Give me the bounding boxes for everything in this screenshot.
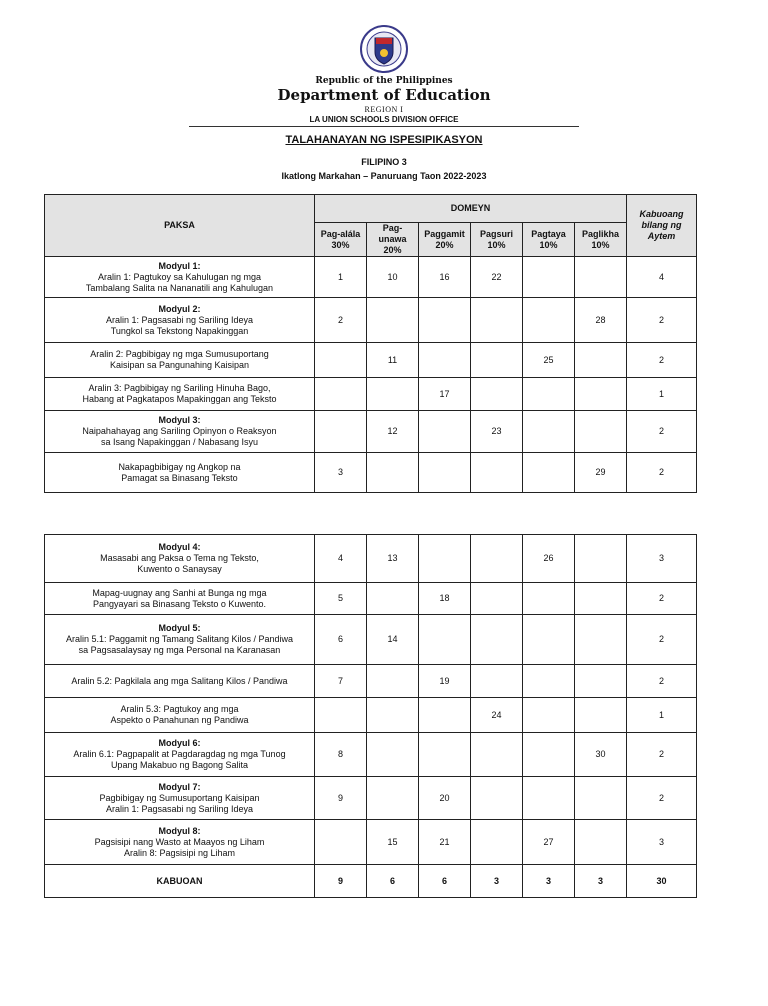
item-number-cell xyxy=(575,257,627,298)
item-number-cell xyxy=(367,298,419,343)
item-number-cell: 12 xyxy=(367,411,419,453)
lesson-line: Aralin 5.3: Pagtukoy ang mga xyxy=(120,704,239,714)
table-row xyxy=(45,583,697,615)
paksa-header: PAKSA xyxy=(45,195,315,257)
domain-percent: 10% xyxy=(591,239,610,250)
item-number-cell xyxy=(471,535,523,583)
domain-percent: 10% xyxy=(539,239,558,250)
module-label: Modyul 4: xyxy=(158,542,201,552)
paksa-cell xyxy=(45,411,315,453)
item-number-cell xyxy=(471,453,523,493)
total-header: Kabuoang bilang ng Aytem xyxy=(627,195,697,257)
item-number-cell xyxy=(419,411,471,453)
paksa-cell xyxy=(45,453,315,493)
row-total-cell: 3 xyxy=(627,535,697,583)
lesson-line: Naipahahayag ang Sariling Opinyon o Reaksyon xyxy=(82,426,277,436)
item-number-cell xyxy=(315,820,367,865)
item-number-cell: 11 xyxy=(367,343,419,378)
paksa-cell xyxy=(45,535,315,583)
lesson-line: Aralin 5.2: Pagkilala ang mga Salitang Kilos / Pandiwa xyxy=(71,675,288,686)
paksa-cell xyxy=(45,733,315,777)
item-number-cell xyxy=(367,733,419,777)
item-number-cell xyxy=(315,698,367,733)
header-divider xyxy=(189,126,579,127)
domain-percent: 20% xyxy=(435,239,454,250)
paksa-cell xyxy=(45,583,315,615)
paksa-cell xyxy=(45,615,315,665)
row-total-cell: 1 xyxy=(627,378,697,411)
table-row xyxy=(45,257,697,298)
document-title: TALAHANAYAN NG ISPESIPIKASYON xyxy=(285,134,483,146)
domain-name: Pagtaya xyxy=(531,228,566,239)
item-number-cell: 25 xyxy=(523,343,575,378)
lesson-line: Pangyayari sa Binasang Teksto o Kuwento. xyxy=(93,598,266,609)
table-row xyxy=(45,343,697,378)
lesson-line: Masasabi ang Paksa o Tema ng Teksto, xyxy=(100,553,259,563)
item-number-cell: 16 xyxy=(419,257,471,298)
item-number-cell: 4 xyxy=(315,535,367,583)
row-total-cell: 1 xyxy=(627,698,697,733)
item-number-cell xyxy=(471,583,523,615)
item-number-cell xyxy=(523,733,575,777)
item-number-cell xyxy=(315,343,367,378)
paksa-cell xyxy=(45,820,315,865)
domain-total-cell: 6 xyxy=(367,865,419,898)
item-number-cell xyxy=(315,411,367,453)
item-number-cell xyxy=(471,343,523,378)
item-number-cell: 27 xyxy=(523,820,575,865)
paksa-cell xyxy=(45,257,315,298)
module-label: Modyul 5: xyxy=(158,623,201,633)
item-number-cell: 10 xyxy=(367,257,419,298)
item-number-cell xyxy=(575,698,627,733)
lesson-line: Aralin 1: Pagtukoy sa Kahulugan ng mga xyxy=(97,271,262,282)
table-row xyxy=(45,453,697,493)
item-number-cell: 17 xyxy=(419,378,471,411)
item-number-cell xyxy=(419,733,471,777)
item-number-cell xyxy=(471,665,523,698)
lesson-line: Aralin 2: Pagbibigay ng mga Sumusuportang xyxy=(90,349,269,359)
domain-name: Pag-alála xyxy=(320,228,361,239)
table-row xyxy=(45,298,697,343)
table-row xyxy=(45,698,697,733)
domain-name: Pag-unawa xyxy=(378,223,407,244)
item-number-cell xyxy=(523,298,575,343)
item-number-cell xyxy=(575,665,627,698)
item-number-cell xyxy=(419,343,471,378)
domain-header-3 xyxy=(471,223,523,257)
item-number-cell: 8 xyxy=(315,733,367,777)
lesson-line: Tungkol sa Tekstong Napakinggan xyxy=(110,325,249,336)
row-total-cell: 2 xyxy=(627,453,697,493)
paksa-cell xyxy=(45,298,315,343)
domain-total-cell: 3 xyxy=(575,865,627,898)
item-number-cell: 21 xyxy=(419,820,471,865)
lesson-line: sa Pagsasalaysay ng mga Personal na Karanasan xyxy=(78,645,281,655)
item-number-cell xyxy=(523,257,575,298)
domain-percent: 20% xyxy=(383,245,402,255)
lesson-line: Aralin 5.1: Paggamit ng Tamang Salitang Kilos / Pandiwa xyxy=(66,634,293,644)
item-number-cell: 13 xyxy=(367,535,419,583)
item-number-cell xyxy=(419,535,471,583)
row-total-cell: 2 xyxy=(627,583,697,615)
item-number-cell xyxy=(471,820,523,865)
domain-name: Paglikha xyxy=(581,228,619,239)
table-row xyxy=(45,820,697,865)
item-number-cell xyxy=(471,777,523,820)
item-number-cell xyxy=(315,378,367,411)
domain-total-cell: 3 xyxy=(523,865,575,898)
module-label: Modyul 2: xyxy=(158,303,201,314)
domain-name: Pagsuri xyxy=(479,228,513,239)
table-row xyxy=(45,665,697,698)
department-text: Department of Education xyxy=(277,86,491,104)
row-total-cell: 4 xyxy=(627,257,697,298)
table-row xyxy=(45,777,697,820)
lesson-line: Pamagat sa Binasang Teksto xyxy=(121,472,238,483)
item-number-cell: 29 xyxy=(575,453,627,493)
row-total-cell: 2 xyxy=(627,343,697,378)
grand-total-cell: 30 xyxy=(627,865,697,898)
domain-percent: 10% xyxy=(487,239,506,250)
item-number-cell: 20 xyxy=(419,777,471,820)
region-text: REGION I xyxy=(364,105,404,114)
module-label: Modyul 8: xyxy=(158,825,201,836)
module-label: Modyul 7: xyxy=(158,781,201,792)
item-number-cell xyxy=(575,411,627,453)
item-number-cell xyxy=(523,411,575,453)
item-number-cell xyxy=(471,615,523,665)
item-number-cell xyxy=(419,298,471,343)
table-row xyxy=(45,733,697,777)
item-number-cell xyxy=(367,777,419,820)
republic-text: Republic of the Philippines xyxy=(315,76,453,86)
item-number-cell xyxy=(367,583,419,615)
domeyn-header: DOMEYN xyxy=(315,195,627,223)
table-row xyxy=(45,615,697,665)
item-number-cell: 5 xyxy=(315,583,367,615)
table-row xyxy=(45,411,697,453)
specification-table-part-1 xyxy=(44,194,697,493)
quarter-text: Ikatlong Markahan – Panuruang Taon 2022-2023 xyxy=(281,171,487,181)
item-number-cell: 18 xyxy=(419,583,471,615)
lesson-line: Aralin 6.1: Pagpapalit at Pagdaragdag ng mga Tunog xyxy=(73,749,286,759)
lesson-line: Aralin 1: Pagsasabi ng Sariling Ideya xyxy=(105,803,254,814)
item-number-cell xyxy=(575,615,627,665)
lesson-line: Kaisipan sa Pangunahing Kaisipan xyxy=(109,360,250,370)
row-total-cell: 2 xyxy=(627,733,697,777)
domain-header-0 xyxy=(315,223,367,257)
lesson-line: Kuwento o Sanaysay xyxy=(137,564,222,574)
item-number-cell xyxy=(419,615,471,665)
item-number-cell xyxy=(523,777,575,820)
domain-name: Paggamit xyxy=(424,228,465,239)
item-number-cell: 22 xyxy=(471,257,523,298)
item-number-cell xyxy=(575,535,627,583)
item-number-cell xyxy=(575,820,627,865)
item-number-cell xyxy=(367,378,419,411)
item-number-cell xyxy=(471,298,523,343)
paksa-cell xyxy=(45,343,315,378)
item-number-cell: 30 xyxy=(575,733,627,777)
deped-seal-icon xyxy=(359,24,409,74)
domain-header-2 xyxy=(419,223,471,257)
item-number-cell: 7 xyxy=(315,665,367,698)
module-label: Modyul 3: xyxy=(158,415,201,425)
item-number-cell: 6 xyxy=(315,615,367,665)
lesson-line: Aspekto o Panahunan ng Pandiwa xyxy=(110,715,249,725)
row-total-cell: 2 xyxy=(627,665,697,698)
item-number-cell: 14 xyxy=(367,615,419,665)
item-number-cell xyxy=(367,698,419,733)
item-number-cell: 3 xyxy=(315,453,367,493)
domain-percent: 30% xyxy=(331,239,350,250)
subject-text: FILIPINO 3 xyxy=(361,157,407,167)
lesson-line: Nakapagbibigay ng Angkop na xyxy=(118,461,241,472)
item-number-cell: 24 xyxy=(471,698,523,733)
row-total-cell: 2 xyxy=(627,615,697,665)
item-number-cell xyxy=(575,343,627,378)
lesson-line: sa Isang Napakinggan / Nabasang Isyu xyxy=(100,437,259,447)
domain-header-4 xyxy=(523,223,575,257)
item-number-cell xyxy=(367,453,419,493)
item-number-cell: 9 xyxy=(315,777,367,820)
item-number-cell xyxy=(523,615,575,665)
item-number-cell xyxy=(471,378,523,411)
paksa-cell xyxy=(45,665,315,698)
item-number-cell xyxy=(523,378,575,411)
document-header xyxy=(0,24,768,127)
lesson-line: Habang at Pagkatapos Mapakinggan ang Teksto xyxy=(82,394,277,404)
item-number-cell: 2 xyxy=(315,298,367,343)
module-label: Modyul 6: xyxy=(158,738,201,748)
item-number-cell xyxy=(523,665,575,698)
item-number-cell xyxy=(575,777,627,820)
specification-table-part-2 xyxy=(44,534,697,898)
paksa-cell xyxy=(45,777,315,820)
domain-header-1 xyxy=(367,223,419,257)
table-row xyxy=(45,535,697,583)
item-number-cell: 1 xyxy=(315,257,367,298)
lesson-line: Aralin 8: Pagsisipi ng Liham xyxy=(123,847,236,858)
item-number-cell: 28 xyxy=(575,298,627,343)
item-number-cell xyxy=(523,583,575,615)
module-label: Modyul 1: xyxy=(158,260,201,271)
lesson-line: Tambalang Salita na Nananatili ang Kahulugan xyxy=(85,282,274,293)
item-number-cell: 26 xyxy=(523,535,575,583)
item-number-cell xyxy=(419,698,471,733)
table-row xyxy=(45,378,697,411)
paksa-cell xyxy=(45,698,315,733)
row-total-cell: 2 xyxy=(627,298,697,343)
item-number-cell: 19 xyxy=(419,665,471,698)
row-total-cell: 2 xyxy=(627,411,697,453)
item-number-cell xyxy=(575,378,627,411)
item-number-cell: 23 xyxy=(471,411,523,453)
item-number-cell xyxy=(419,453,471,493)
lesson-line: Upang Makabuo ng Bagong Salita xyxy=(110,760,249,770)
domain-total-cell: 9 xyxy=(315,865,367,898)
lesson-line: Mapag-uugnay ang Sanhi at Bunga ng mga xyxy=(92,587,267,598)
domain-total-cell: 6 xyxy=(419,865,471,898)
lesson-line: Pagsisipi nang Wasto at Maayos ng Liham xyxy=(94,836,265,847)
item-number-cell xyxy=(523,453,575,493)
paksa-cell xyxy=(45,378,315,411)
total-label: KABUOAN xyxy=(45,865,315,898)
item-number-cell: 15 xyxy=(367,820,419,865)
lesson-line: Aralin 1: Pagsasabi ng Sariling Ideya xyxy=(105,314,254,325)
office-text: LA UNION SCHOOLS DIVISION OFFICE xyxy=(309,115,459,124)
domain-total-cell: 3 xyxy=(471,865,523,898)
row-total-cell: 3 xyxy=(627,820,697,865)
domain-header-5 xyxy=(575,223,627,257)
item-number-cell xyxy=(523,698,575,733)
row-total-cell: 2 xyxy=(627,777,697,820)
item-number-cell xyxy=(367,665,419,698)
item-number-cell xyxy=(575,583,627,615)
total-row xyxy=(45,865,697,898)
item-number-cell xyxy=(471,733,523,777)
lesson-line: Pagbibigay ng Sumusuportang Kaisipan xyxy=(99,792,260,803)
lesson-line: Aralin 3: Pagbibigay ng Sariling Hinuha Bago, xyxy=(88,383,271,393)
